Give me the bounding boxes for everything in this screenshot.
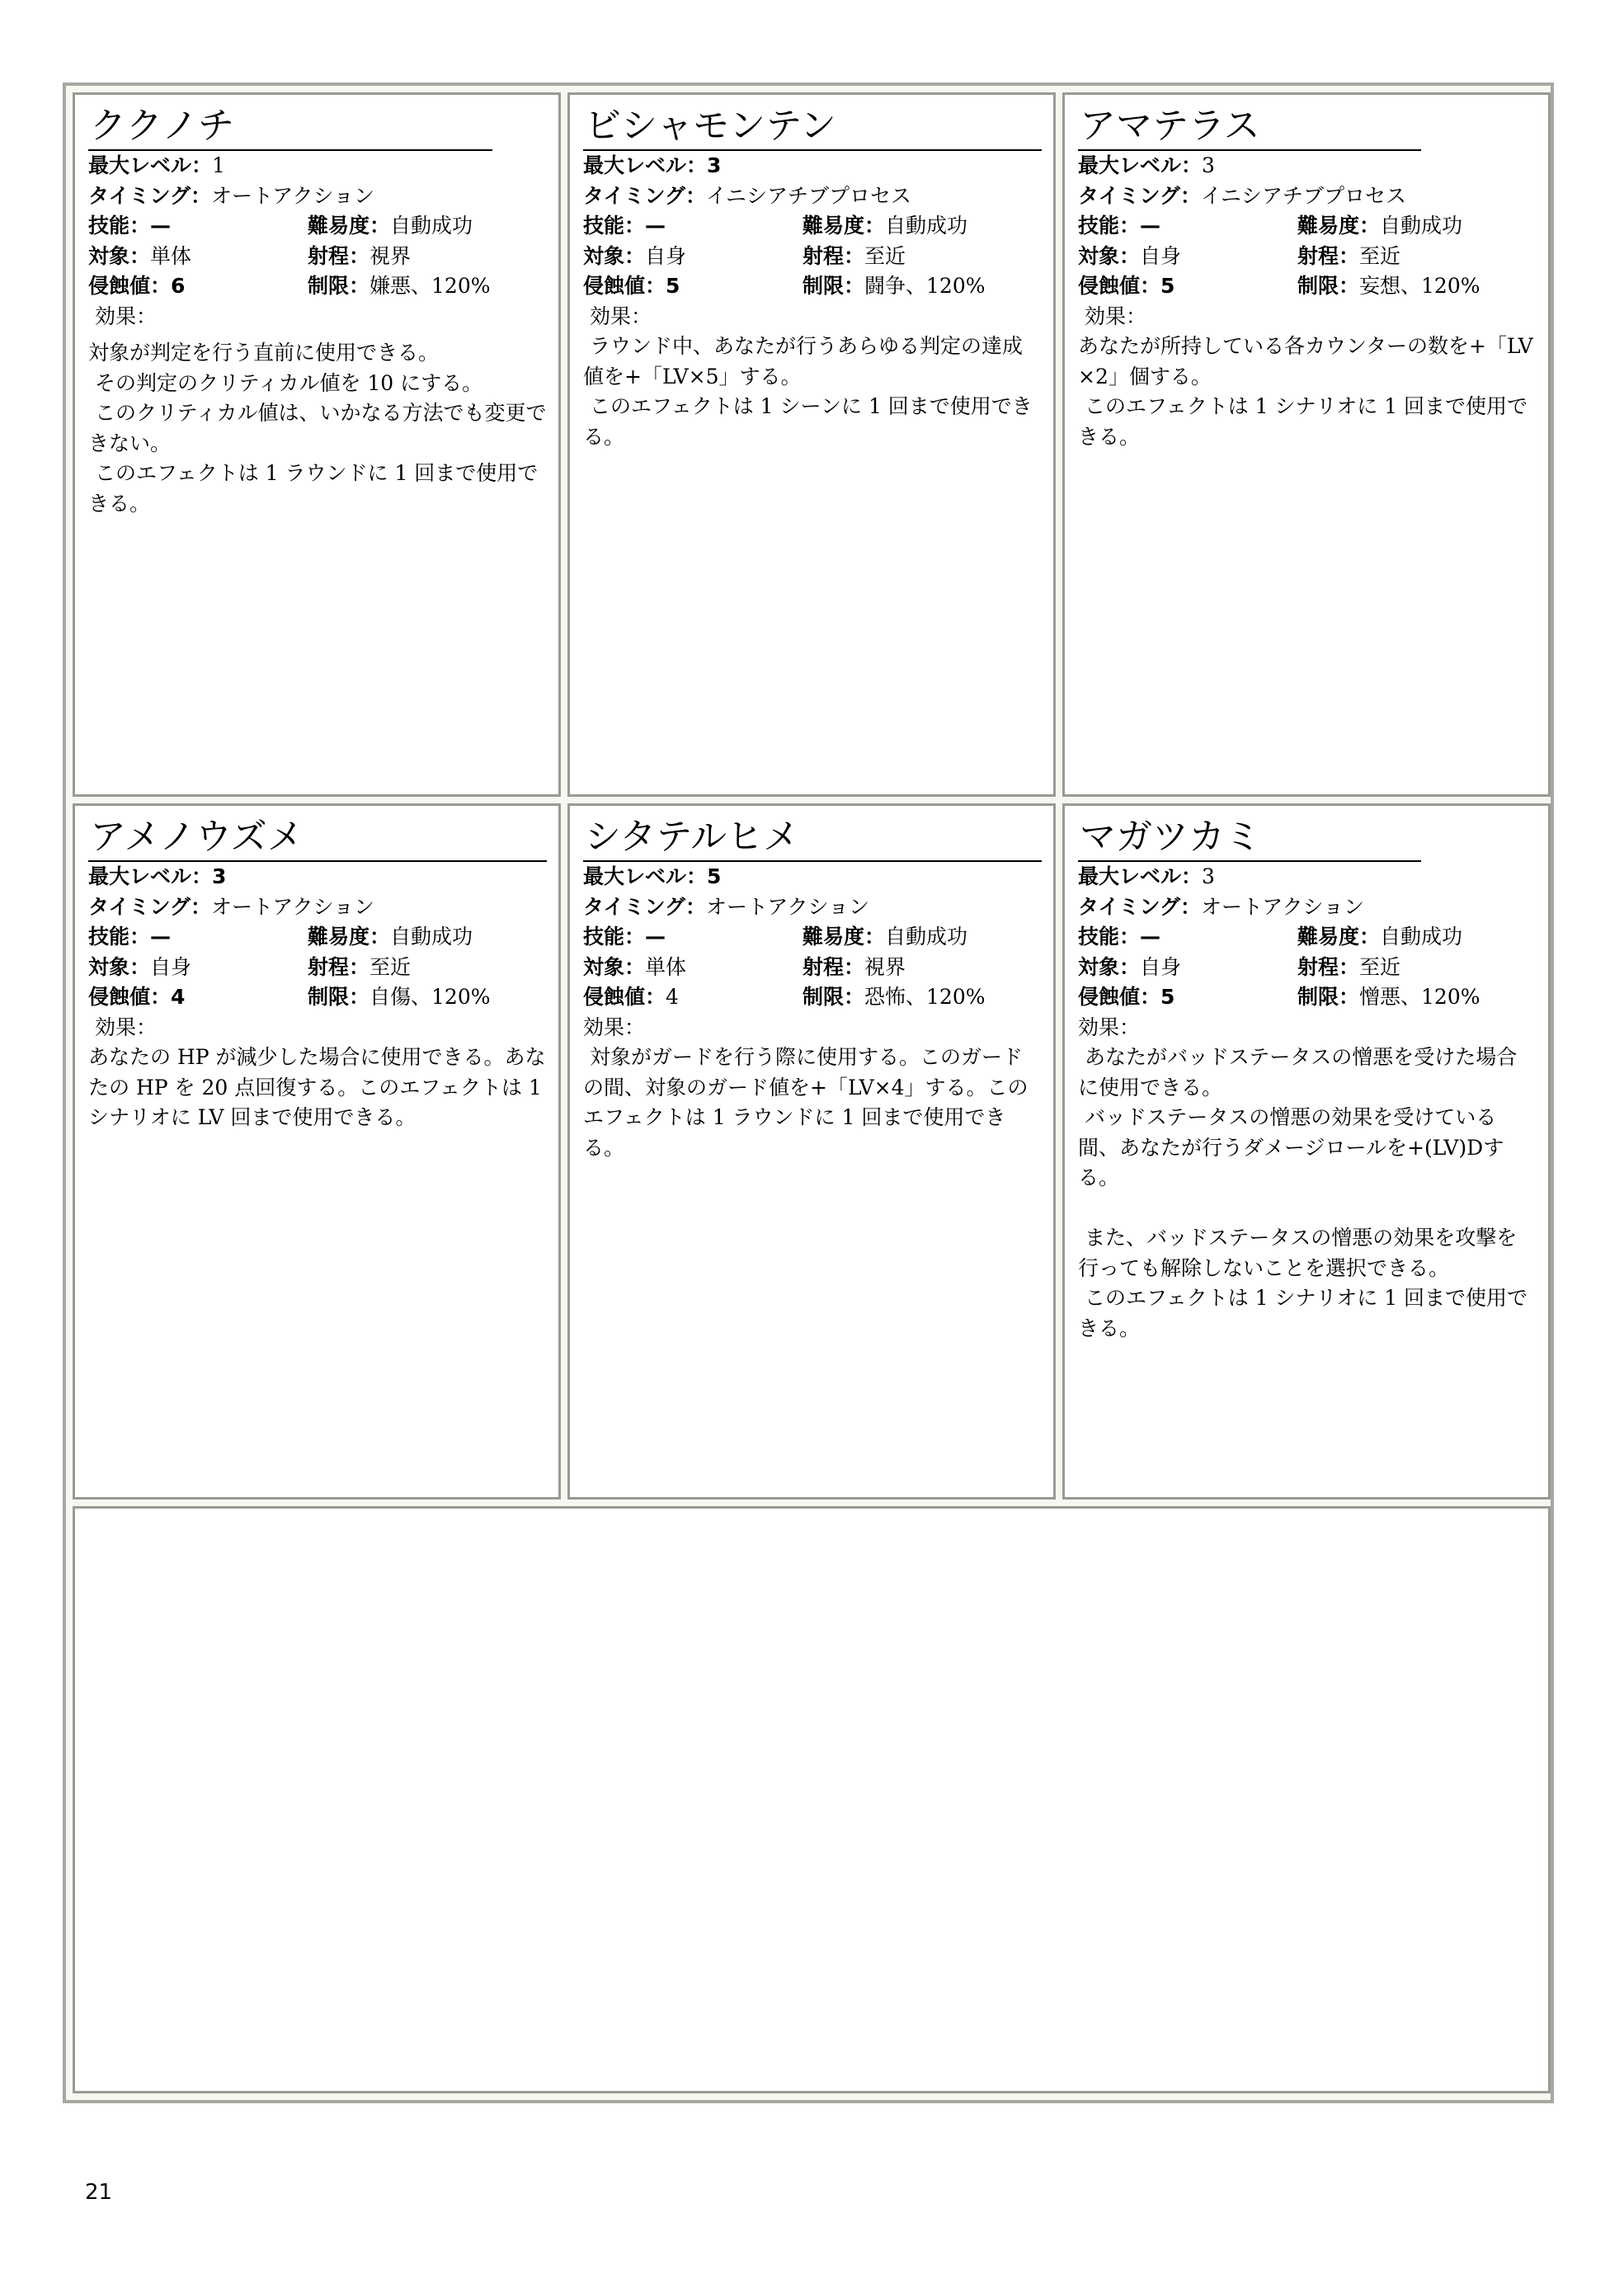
difficulty-cell	[1297, 922, 1462, 953]
erosion-row	[88, 271, 492, 302]
difficulty-value: 自動成功	[885, 214, 968, 238]
max-level-row	[88, 862, 547, 892]
effect-label: 効果：	[88, 304, 157, 328]
max-level-row	[583, 862, 1042, 892]
timing-label: タイミング：	[583, 894, 707, 919]
timing-label: タイミング：	[583, 183, 707, 208]
skill-value: —	[645, 925, 666, 949]
limit-cell	[308, 982, 491, 1013]
card-title: アマテラス	[1078, 103, 1421, 151]
card-title: マガツカミ	[1078, 814, 1421, 862]
range-label: 射程：	[1297, 954, 1360, 979]
max-level-value: 3	[1202, 864, 1215, 888]
skill-row	[1078, 211, 1537, 242]
skill-value: —	[1140, 925, 1161, 949]
range-cell	[1297, 953, 1400, 983]
max-level-row	[583, 151, 1042, 181]
empty-card-panel	[73, 1506, 1551, 2093]
limit-cell	[1297, 982, 1480, 1013]
difficulty-label: 難易度：	[308, 214, 391, 238]
limit-label: 制限：	[1297, 274, 1360, 298]
timing-value: オートアクション	[1201, 894, 1365, 919]
erosion-label: 侵蝕値：	[1078, 274, 1161, 298]
target-value: 単体	[150, 243, 192, 268]
card-title: ククノチ	[88, 103, 492, 151]
target-value: 自身	[1140, 243, 1182, 268]
effect-text: あなたが所持している各カウンターの数を+「LV×2」個する。 このエフェクトは 1 シナリオに 1 回まで使用できる。	[1078, 334, 1533, 449]
erosion-label: 侵蝕値：	[583, 985, 666, 1009]
skill-row	[88, 211, 492, 242]
max-level-row	[88, 151, 492, 181]
limit-value: 恐怖、120%	[864, 985, 986, 1009]
erosion-value: 5	[1160, 985, 1175, 1009]
effect-label: 効果：	[1078, 304, 1146, 328]
timing-label: タイミング：	[1078, 183, 1202, 208]
erosion-row	[1078, 982, 1537, 1013]
limit-value: 嫌悪、120%	[370, 274, 491, 298]
range-cell	[803, 953, 906, 983]
erosion-label: 侵蝕値：	[88, 274, 172, 298]
difficulty-value: 自動成功	[1380, 925, 1463, 949]
range-cell	[803, 242, 906, 272]
max-level-value: 3	[707, 153, 722, 177]
limit-cell	[1297, 271, 1480, 302]
difficulty-value: 自動成功	[390, 214, 473, 238]
skill-label: 技能：	[583, 214, 646, 238]
target-label: 対象：	[583, 243, 646, 268]
range-value: 視界	[370, 243, 412, 268]
erosion-value: 5	[1160, 274, 1175, 298]
erosion-label: 侵蝕値：	[583, 274, 666, 298]
target-value: 自身	[1140, 954, 1182, 979]
difficulty-cell	[1297, 211, 1462, 242]
effect-label: 効果：	[1078, 1015, 1141, 1039]
target-value: 自身	[645, 243, 687, 268]
target-label: 対象：	[1078, 954, 1141, 979]
card-title: ビシャモンテン	[583, 103, 1042, 151]
max-level-label: 最大レベル：	[583, 864, 708, 888]
limit-label: 制限：	[803, 274, 865, 298]
erosion-value: 4	[171, 985, 186, 1009]
limit-label: 制限：	[308, 985, 370, 1009]
timing-row	[88, 181, 492, 212]
max-level-value: 5	[707, 864, 722, 888]
range-label: 射程：	[1297, 243, 1360, 268]
timing-value: イニシアチブプロセス	[1201, 183, 1407, 208]
limit-value: 自傷、120%	[370, 985, 491, 1009]
erosion-value: 6	[171, 274, 186, 298]
effect-label: 効果：	[583, 1015, 646, 1039]
card-content	[88, 103, 492, 332]
limit-value: 闘争、120%	[864, 274, 986, 298]
target-row	[1078, 242, 1537, 272]
range-value: 至近	[1359, 954, 1401, 979]
erosion-row	[1078, 271, 1537, 302]
skill-row	[88, 922, 547, 953]
target-value: 単体	[645, 954, 687, 979]
target-row	[583, 242, 1042, 272]
erosion-label: 侵蝕値：	[1078, 985, 1161, 1009]
range-value: 視界	[864, 954, 906, 979]
limit-value: 妄想、120%	[1359, 274, 1480, 298]
erosion-row	[88, 982, 547, 1013]
skill-value: —	[645, 214, 666, 238]
skill-row	[583, 211, 1042, 242]
range-value: 至近	[864, 243, 906, 268]
erosion-row	[583, 271, 1042, 302]
target-label: 対象：	[583, 954, 646, 979]
difficulty-label: 難易度：	[803, 214, 886, 238]
max-level-value: 1	[212, 153, 225, 177]
limit-cell	[803, 271, 986, 302]
timing-label: タイミング：	[1078, 894, 1202, 919]
skill-label: 技能：	[1078, 214, 1141, 238]
card-content	[583, 103, 1042, 452]
max-level-value: 3	[212, 864, 227, 888]
difficulty-value: 自動成功	[1380, 214, 1463, 238]
skill-label: 技能：	[1078, 925, 1141, 949]
limit-cell	[308, 271, 491, 302]
target-label: 対象：	[88, 954, 151, 979]
difficulty-label: 難易度：	[1297, 214, 1381, 238]
max-level-row	[1078, 151, 1537, 181]
difficulty-cell	[803, 922, 967, 953]
max-level-value: 3	[1202, 153, 1215, 177]
timing-value: オートアクション	[211, 183, 375, 208]
max-level-label: 最大レベル：	[88, 153, 213, 177]
erosion-value: 5	[666, 274, 680, 298]
erosion-value: 4	[666, 985, 679, 1009]
target-row	[583, 953, 1042, 983]
skill-row	[583, 922, 1042, 953]
skill-label: 技能：	[88, 925, 151, 949]
timing-value: オートアクション	[706, 894, 870, 919]
max-level-label: 最大レベル：	[583, 153, 708, 177]
erosion-label: 侵蝕値：	[88, 985, 172, 1009]
effect-card-magatsukami	[1062, 803, 1551, 1500]
target-label: 対象：	[1078, 243, 1141, 268]
timing-row	[583, 181, 1042, 212]
difficulty-cell	[308, 211, 473, 242]
target-label: 対象：	[88, 243, 151, 268]
effect-card-bishamonten	[567, 92, 1056, 797]
page-number: 21	[85, 2180, 113, 2205]
timing-label: タイミング：	[88, 894, 212, 919]
effect-text: 対象が判定を行う直前に使用できる。 その判定のクリティカル値を 10 にする。 このクリティカル値は、いかなる方法でも変更できない。 このエフェクトは 1 ラウンドに 1 回まで使用できる。	[88, 341, 547, 516]
difficulty-value: 自動成功	[390, 925, 473, 949]
timing-row	[88, 892, 547, 923]
card-content	[88, 814, 547, 1133]
difficulty-cell	[803, 211, 967, 242]
max-level-row	[1078, 862, 1537, 892]
timing-value: イニシアチブプロセス	[706, 183, 912, 208]
limit-label: 制限：	[1297, 985, 1360, 1009]
effect-label: 効果：	[583, 304, 652, 328]
erosion-row	[583, 982, 1042, 1013]
target-row	[88, 242, 492, 272]
skill-label: 技能：	[583, 925, 646, 949]
effect-text: あなたがバッドステータスの憎悪を受けた場合に使用できる。 バッドステータスの憎悪の効果を受けている間、あなたが行うダメージロールを+(LV)Dする。 また、バッドステータスの憎悪の効果を攻撃を行っても解除しないことを選択できる。 このエフェクトは 1 シナリオに 1 回まで使用できる。	[1078, 1045, 1528, 1340]
timing-row	[1078, 892, 1537, 923]
card-title: アメノウズメ	[88, 814, 547, 862]
effect-text: 対象がガードを行う際に使用する。このガードの間、対象のガード値を+「LV×4」する。このエフェクトは 1 ラウンドに 1 回まで使用できる。	[583, 1045, 1029, 1160]
range-cell	[308, 242, 411, 272]
skill-value: —	[1140, 214, 1161, 238]
skill-label: 技能：	[88, 214, 151, 238]
limit-value: 憎悪、120%	[1359, 985, 1480, 1009]
effect-card-shitateruhime	[567, 803, 1056, 1500]
target-value: 自身	[150, 954, 192, 979]
timing-label: タイミング：	[88, 183, 212, 208]
difficulty-value: 自動成功	[885, 925, 968, 949]
difficulty-label: 難易度：	[1297, 925, 1381, 949]
skill-value: —	[150, 214, 172, 238]
range-value: 至近	[370, 954, 412, 979]
skill-value: —	[150, 925, 172, 949]
range-label: 射程：	[803, 243, 865, 268]
range-label: 射程：	[803, 954, 865, 979]
effect-text: ラウンド中、あなたが行うあらゆる判定の達成値を+「LV×5」する。 このエフェクトは 1 シーンに 1 回まで使用できる。	[583, 334, 1033, 449]
skill-row	[1078, 922, 1537, 953]
target-row	[88, 953, 547, 983]
max-level-label: 最大レベル：	[1078, 864, 1203, 888]
difficulty-label: 難易度：	[308, 925, 391, 949]
difficulty-label: 難易度：	[803, 925, 886, 949]
effect-card-amaterasu	[1062, 92, 1551, 797]
effect-card-amenouzume	[73, 803, 561, 1500]
target-row	[1078, 953, 1537, 983]
difficulty-cell	[308, 922, 473, 953]
timing-row	[1078, 181, 1537, 212]
range-label: 射程：	[308, 243, 370, 268]
effect-label: 効果：	[88, 1015, 157, 1039]
card-content	[1078, 103, 1537, 452]
timing-value: オートアクション	[211, 894, 375, 919]
max-level-label: 最大レベル：	[1078, 153, 1203, 177]
max-level-label: 最大レベル：	[88, 864, 213, 888]
card-content	[1078, 814, 1537, 1344]
range-label: 射程：	[308, 954, 370, 979]
effect-card-kukunochi	[73, 92, 561, 797]
limit-label: 制限：	[308, 274, 370, 298]
range-value: 至近	[1359, 243, 1401, 268]
range-cell	[308, 953, 411, 983]
limit-label: 制限：	[803, 985, 865, 1009]
card-content	[583, 814, 1042, 1163]
card-title: シタテルヒメ	[583, 814, 1042, 862]
card-sheet	[63, 82, 1554, 2103]
range-cell	[1297, 242, 1400, 272]
timing-row	[583, 892, 1042, 923]
limit-cell	[803, 982, 986, 1013]
effect-text: あなたの HP が減少した場合に使用できる。あなたの HP を 20 点回復する。このエフェクトは 1 シナリオに LV 回まで使用できる。	[88, 1045, 548, 1129]
